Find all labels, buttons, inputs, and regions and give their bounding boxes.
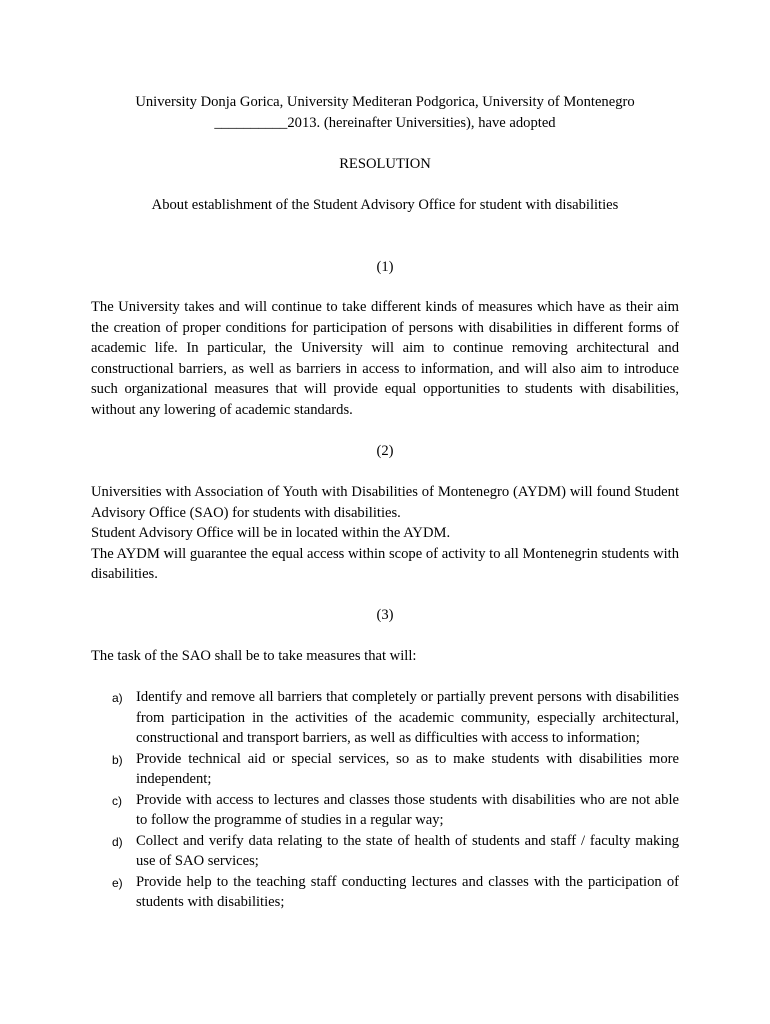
list-item (91, 790, 679, 831)
section-3-intro: The task of the SAO shall be to take measures that will: (91, 648, 417, 664)
section-2-line-founding: Universities with Association of Youth with Disabilities of Montenegro (AYDM) will found Student Advisory Office (SAO) for students with disabilities. (91, 484, 679, 521)
list-item-text: Provide help to the teaching staff conducting lectures and classes with the participation of students with disabilities; (136, 873, 679, 910)
section-2-line-guarantee: The AYDM will guarantee the equal access within scope of activity to all Montenegrin students with disabilities. (91, 545, 679, 582)
list-item (91, 749, 679, 790)
list-item (91, 687, 679, 749)
list-item (91, 872, 679, 913)
section-2-line-location: Student Advisory Office will be in located within the AYDM. (91, 525, 451, 541)
header-line-universities: University Donja Gorica, University Mediteran Podgorica, University of Montenegro (135, 94, 635, 110)
document-title: RESOLUTION (339, 156, 431, 172)
list-item-text: Provide with access to lectures and classes those students with disabilities who are not able to follow the programme of studies in a regular way; (136, 791, 679, 828)
document-header (91, 92, 679, 133)
list-marker: c) (112, 793, 122, 808)
section-3-number: (3) (376, 607, 394, 623)
section-1-number: (1) (376, 259, 394, 275)
list-marker: e) (112, 875, 123, 890)
list-marker: b) (112, 752, 123, 767)
section-1-paragraph: The University takes and will continue to take different kinds of measures which have as their aim the creation of proper conditions for participation of persons with disabilities in different forms of academic life. In particular, the University will aim to continue removing architectural and constructional barriers, as well as barriers in access to information, and will also aim to introduce such organizational measures that will provide equal opportunities to students with disabilities, without any lowering of academic standards. (91, 299, 679, 418)
document-subtitle: About establishment of the Student Advisory Office for student with disabilities (151, 197, 619, 213)
list-item-text: Provide technical aid or special services, so as to make students with disabilities more independent; (136, 750, 679, 787)
header-line-date: __________2013. (hereinafter Universities), have adopted (214, 114, 556, 131)
list-marker: d) (112, 834, 123, 849)
list-item (91, 831, 679, 872)
list-item-text: Collect and verify data relating to the state of health of students and staff / faculty making use of SAO services; (136, 832, 679, 869)
section-3-task-list (91, 687, 679, 913)
section-2-number: (2) (376, 443, 394, 459)
section-2-body (91, 482, 679, 585)
list-item-text: Identify and remove all barriers that completely or partially prevent persons with disabilities from participation in the activities of the academic community, especially architectural, constructional and transport barriers, as well as difficulties with access to information; (136, 689, 679, 746)
list-marker: a) (112, 691, 123, 705)
